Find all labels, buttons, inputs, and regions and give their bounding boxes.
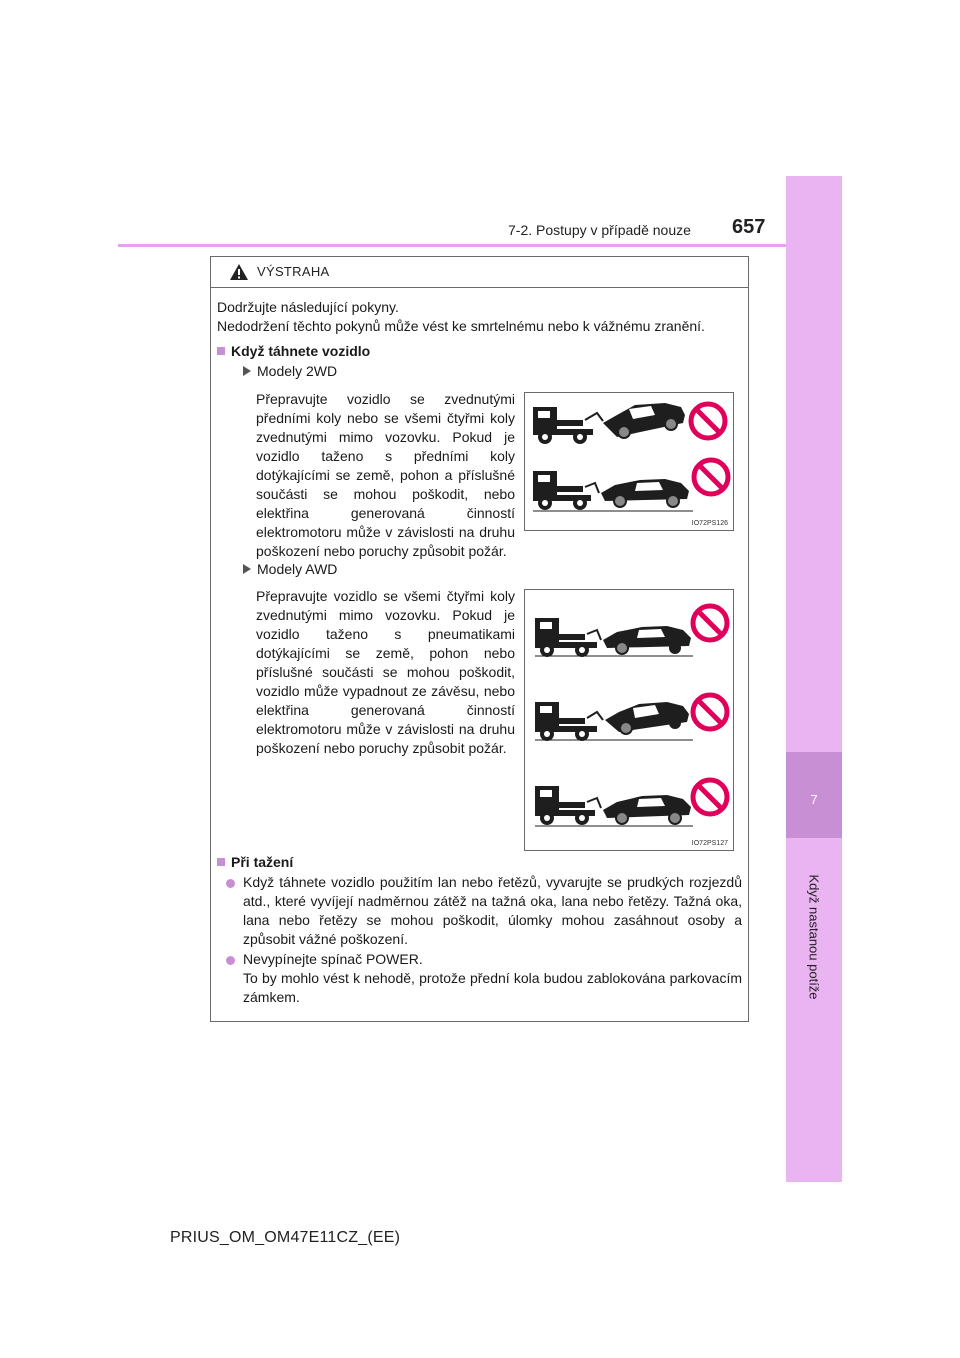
towing-bullet-1: Když táhnete vozidlo použitím lan nebo řetězů, vyvarujte se prudkých rozjezdů atd., které vyvíjejí nadměrnou zátěž na tažná oka, lana nebo řetězy. Tažná oka, lana nebo řetězy se mohou poškodit, úlomky mohou zasáhnout osoby a způsobit vážné poškození. (243, 874, 742, 947)
model-awd-label: Modely AWD (243, 560, 337, 579)
section-heading-towing: Když táhnete vozidlo (217, 342, 370, 361)
square-bullet-icon (217, 858, 225, 866)
tow-awd-row3-icon (535, 786, 693, 826)
warning-title: VÝSTRAHA (257, 264, 330, 279)
square-bullet-icon (217, 347, 225, 355)
tow-awd-row2-icon (535, 702, 693, 741)
chapter-side-tab (786, 176, 842, 1182)
tow-truck-lifted-front-icon (533, 403, 685, 444)
triangle-bullet-icon (243, 366, 251, 376)
figure-2wd (524, 392, 734, 531)
model-awd-text: Přepravujte vozidlo se všemi čtyřmi koly zvednutými mimo vozovku. Pokud je vozidlo taženo s pneumatikami dotýkajícími se země, pohon nebo příslušné součásti se mohou poškodit, vozidlo může vypadnout ze závěsu, nebo elektřina generovaná činností elektromotoru může v závislosti na druhu poškození nebo poruchy způsobit požár. (256, 588, 515, 756)
figure-awd (524, 589, 734, 851)
towing-bullet-2-line1: Nevypínejte spínač POWER. (243, 951, 423, 967)
figure-awd-id: IO72PS127 (691, 840, 728, 847)
towing-2wd-illustration (525, 393, 733, 530)
section-heading-while-towing: Při tažení (217, 853, 293, 872)
triangle-bullet-icon (243, 564, 251, 574)
model-2wd-label: Modely 2WD (243, 362, 337, 381)
round-bullet-icon (226, 956, 235, 965)
document-code: PRIUS_OM_OM47E11CZ_(EE) (170, 1229, 401, 1246)
warning-triangle-icon (229, 263, 249, 281)
warning-header (211, 257, 748, 288)
prohibited-icon-awd-row1 (693, 606, 727, 640)
intro-line-2: Nedodržení těchto pokynů může vést ke smrtelnému nebo k vážnému zranění. (217, 318, 705, 334)
header-divider (118, 244, 786, 247)
page-number: 657 (732, 216, 766, 238)
chapter-number: 7 (810, 792, 818, 807)
towing-awd-illustration (525, 590, 733, 850)
prohibited-icon-awd-row2 (693, 695, 727, 729)
tow-truck-lifted-rear-icon (533, 471, 693, 511)
figure-2wd-id: IO72PS126 (691, 520, 728, 527)
intro-line-1: Dodržujte následující pokyny. (217, 299, 399, 315)
tow-awd-row1-icon (535, 618, 693, 657)
prohibited-icon-row1 (691, 404, 725, 438)
model-2wd-text: Přepravujte vozidlo se zvednutými předními koly nebo se všemi čtyřmi koly zvednutými mimo vozovku. Pokud je vozidlo taženo s předními koly dotýkajícími se země, pohon a příslušné součásti se mohou poškodit, nebo elektřina generovaná činností elektromotoru může v závislosti na druhu poškození nebo poruchy způsobit požár. (256, 391, 515, 559)
prohibited-icon-awd-row3 (693, 780, 727, 814)
round-bullet-icon (226, 879, 235, 888)
chapter-title: Když nastanou potíže (806, 874, 822, 1000)
towing-bullet-2-line2: To by mohlo vést k nehodě, protože přední kola budou zablokována parkovacím zámkem. (243, 970, 742, 1005)
prohibited-icon-row2 (694, 460, 728, 494)
section-title: 7-2. Postupy v případě nouze (508, 222, 691, 238)
